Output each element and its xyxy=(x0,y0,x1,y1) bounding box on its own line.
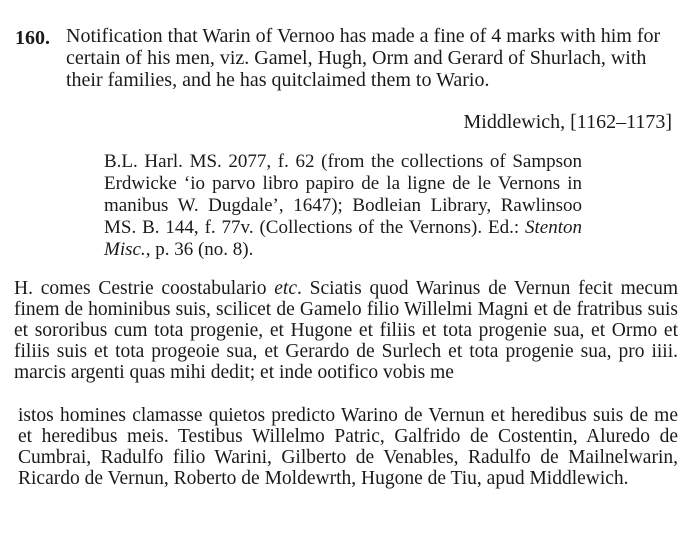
charter-paragraph-1 xyxy=(14,278,678,383)
source-page: , p. 36 (no. 8). xyxy=(145,239,254,260)
entry-number: 160. xyxy=(15,27,50,49)
charter-paragraph-2: istos homines clamasse quietos predicto Warino de Vernun et heredibus suis de me et heredibus meis. Testibus Willelmo Patric, Galfrido de Costentin, Aluredo de Cumbrai, Radulfo filio Warini, Gilberto de Venables, Radulfo de Mailnelwarin, Ricardo de Vernun, Roberto de Moldewrth, Hugone de Tiu, apud Middlewich. xyxy=(18,405,678,489)
place-date: Middlewich, [1162–1173] xyxy=(463,111,672,133)
source-citation xyxy=(104,151,582,261)
charter-text: . Sciatis quod Warinus de Vernun fecit mecum finem de hominibus suis, scilicet de Gamelo filio Willelmi Magni et de fratribus suis et sororibus cum tota progenie, et Hugone et filiis et tota progenie sua, et Ormo et filiis suis et tota progeoie sua, et Gerardo de Surlech et tota progenie sua, pro iiii. marcis argenti quas mihi dedit; et inde ootifico vobis me xyxy=(14,278,678,383)
edition-title: Stenton Misc. xyxy=(104,217,582,260)
entry-summary: Notification that Warin of Vernoo has made a fine of 4 marks with him for certain of his men, viz. Gamel, Hugh, Orm and Gerard of Shurlach, with their families, and he has quitclaimed them to Wario. xyxy=(66,25,661,91)
charter-etc: etc xyxy=(274,278,297,299)
source-text: B.L. Harl. MS. 2077, f. 62 (from the collections of Sampson Erdwicke ‘io parvo libro papiro de la ligne de le Vernons in manibus W. Dugdale’, 1647); Bodleian Library, Rawlinsoo MS. B. 144, f. 77v. (Collections of the Vernons). Ed.: xyxy=(104,151,582,238)
charter-text: H. comes Cestrie coostabulario xyxy=(14,278,275,299)
